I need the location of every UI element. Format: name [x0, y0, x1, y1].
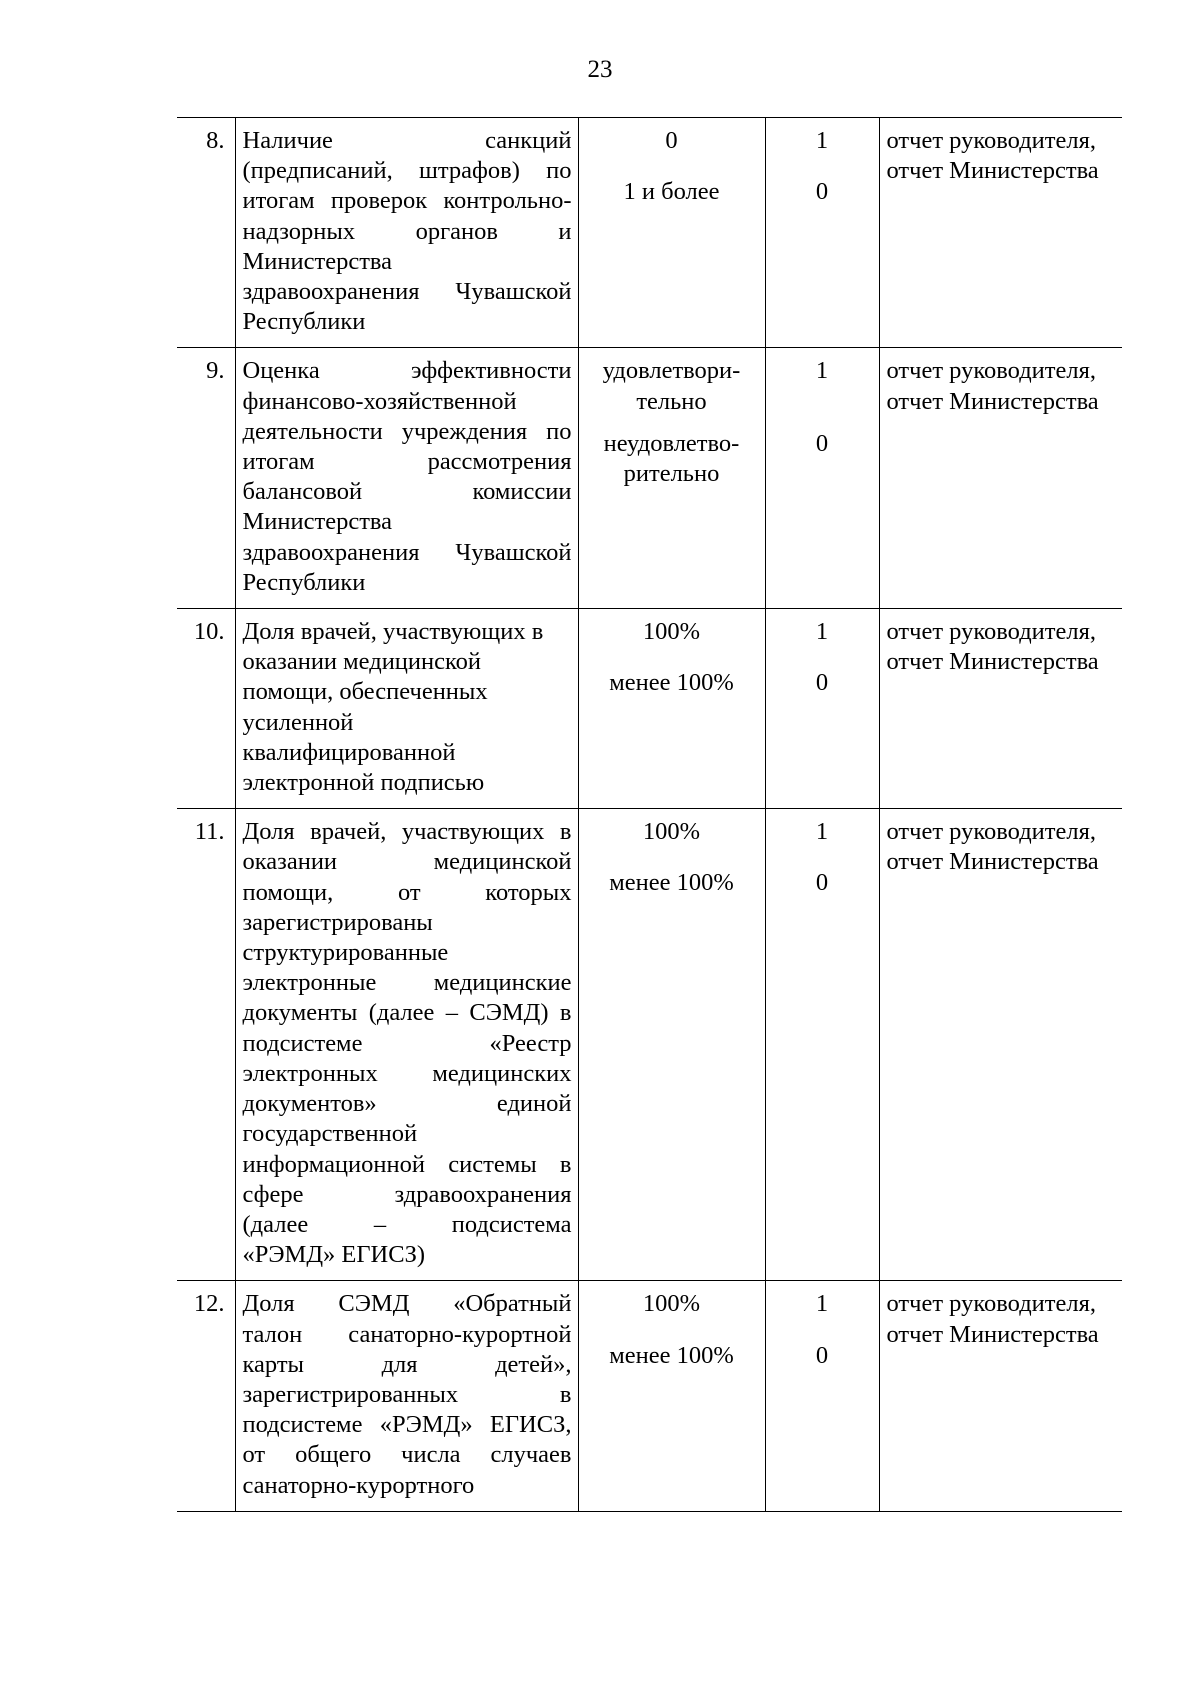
score-item: 0	[815, 429, 829, 457]
criterion-line: Республики	[242, 568, 366, 596]
criterion-line: здравоохранения Чувашской	[242, 278, 572, 306]
criterion-values	[578, 348, 765, 609]
criterion-values	[578, 118, 765, 348]
value-item: 1 и более	[623, 178, 720, 206]
table-row	[177, 609, 1122, 809]
criterion-line: балансовой комиссии	[242, 478, 572, 506]
criterion-line: документы (далее – СЭМД) в	[242, 999, 572, 1027]
score-item: 1	[815, 818, 829, 846]
criterion-line: помощи, от которых	[242, 878, 572, 906]
criterion-line: талон санаторно-курортной	[242, 1320, 572, 1348]
criterion-source	[879, 118, 1122, 348]
criterion-line: зарегистрированных в	[242, 1380, 572, 1408]
criterion-name	[235, 1281, 578, 1511]
criterion-line: электронные медицинские	[242, 969, 572, 997]
criterion-line: документов» единой	[242, 1090, 572, 1118]
criteria-table	[177, 117, 1122, 1512]
criterion-line: электронных медицинских	[242, 1059, 572, 1087]
value-line: неудовлетво-	[603, 429, 740, 457]
source-line: отчет Министерства	[886, 387, 1099, 415]
value-item: менее 100%	[609, 669, 734, 697]
row-number: 12.	[177, 1281, 235, 1511]
page-number: 23	[587, 56, 613, 83]
source-line: отчет руководителя,	[886, 1290, 1096, 1318]
criterion-line: (далее – подсистема	[242, 1210, 572, 1238]
source-line: отчет руководителя,	[886, 618, 1096, 646]
row-number: 11.	[177, 809, 235, 1281]
row-number: 8.	[177, 118, 235, 348]
source-line: отчет руководителя,	[886, 127, 1096, 154]
value-item: 100%	[642, 1290, 701, 1318]
score-item: 0	[815, 1341, 829, 1369]
criterion-line: помощи, обеспеченных	[242, 678, 488, 706]
value-line: удовлетвори-	[602, 357, 741, 385]
criterion-values	[578, 1281, 765, 1511]
criterion-line: финансово-хозяйственной	[242, 387, 517, 415]
criterion-line: Доля врачей, участвующих в	[242, 618, 544, 646]
criterion-source	[879, 1281, 1122, 1511]
criterion-scores	[765, 809, 879, 1281]
score-item: 0	[815, 869, 829, 897]
criterion-name	[235, 809, 578, 1281]
criterion-line: Оценка эффективности	[242, 357, 572, 385]
criterion-line: «РЭМД» ЕГИСЗ)	[242, 1241, 426, 1269]
criterion-line: Наличие санкций	[242, 127, 572, 154]
criterion-line: Министерства	[242, 508, 393, 536]
criterion-line: Министерства	[242, 247, 393, 275]
criterion-line: Доля врачей, участвующих в	[242, 818, 572, 846]
value-item	[587, 356, 757, 416]
criterion-line: итогам проверок контрольно-	[242, 187, 572, 215]
source-line: отчет Министерства	[886, 157, 1099, 185]
criterion-line: электронной подписью	[242, 769, 485, 797]
criterion-values	[578, 809, 765, 1281]
source-line: отчет руководителя,	[886, 818, 1096, 846]
criterion-line: оказании медицинской	[242, 848, 572, 876]
source-line: отчет Министерства	[886, 648, 1099, 676]
criterion-line: оказании медицинской	[242, 648, 482, 676]
criterion-source	[879, 809, 1122, 1281]
score-item: 1	[815, 127, 829, 154]
criterion-line: сфере здравоохранения	[242, 1180, 572, 1208]
criterion-scores	[765, 1281, 879, 1511]
criterion-line: надзорных органов и	[242, 217, 572, 245]
criterion-line: (предписаний, штрафов) по	[242, 157, 572, 185]
value-line: тельно	[636, 387, 707, 415]
criterion-values	[578, 609, 765, 809]
source-line: отчет руководителя,	[886, 357, 1096, 385]
criterion-line: информационной системы в	[242, 1150, 572, 1178]
criterion-source	[879, 609, 1122, 809]
criterion-line: подсистеме «РЭМД» ЕГИСЗ,	[242, 1411, 572, 1439]
criterion-line: подсистеме «Реестр	[242, 1029, 572, 1057]
criterion-line: Доля СЭМД «Обратный	[242, 1290, 572, 1318]
criterion-name	[235, 609, 578, 809]
criterion-line: санаторно-курортного	[242, 1471, 475, 1499]
value-item: 100%	[642, 818, 701, 846]
score-item: 1	[815, 357, 829, 385]
value-line: рительно	[623, 460, 720, 488]
criterion-line: Республики	[242, 308, 366, 336]
row-number: 9.	[177, 348, 235, 609]
value-item: 100%	[642, 618, 701, 646]
score-item: 0	[815, 178, 829, 206]
source-line: отчет Министерства	[886, 848, 1099, 876]
score-item: 0	[815, 669, 829, 697]
criterion-line: итогам рассмотрения	[242, 448, 572, 476]
criterion-name	[235, 348, 578, 609]
criterion-scores	[765, 348, 879, 609]
criterion-name	[235, 118, 578, 348]
table-row	[177, 118, 1122, 348]
value-item: менее 100%	[609, 869, 734, 897]
source-line: отчет Министерства	[886, 1320, 1099, 1348]
score-item: 1	[815, 618, 829, 646]
value-item: 0	[665, 127, 678, 154]
value-item: менее 100%	[609, 1341, 734, 1369]
criterion-line: государственной	[242, 1120, 418, 1148]
criterion-scores	[765, 609, 879, 809]
criterion-line: карты для детей»,	[242, 1350, 572, 1378]
criterion-line: деятельности учреждения по	[242, 417, 572, 445]
criterion-line: усиленной	[242, 708, 354, 736]
criterion-line: структурированные	[242, 939, 449, 967]
criterion-line: от общего числа случаев	[242, 1441, 572, 1469]
row-number: 10.	[177, 609, 235, 809]
criterion-line: здравоохранения Чувашской	[242, 538, 572, 566]
table-row	[177, 1281, 1122, 1511]
criterion-scores	[765, 118, 879, 348]
score-item: 1	[815, 1290, 829, 1318]
criterion-line: квалифицированной	[242, 738, 456, 766]
value-item	[587, 429, 757, 489]
criterion-source	[879, 348, 1122, 609]
table-row	[177, 809, 1122, 1281]
table-row	[177, 348, 1122, 609]
criterion-line: зарегистрированы	[242, 908, 433, 936]
